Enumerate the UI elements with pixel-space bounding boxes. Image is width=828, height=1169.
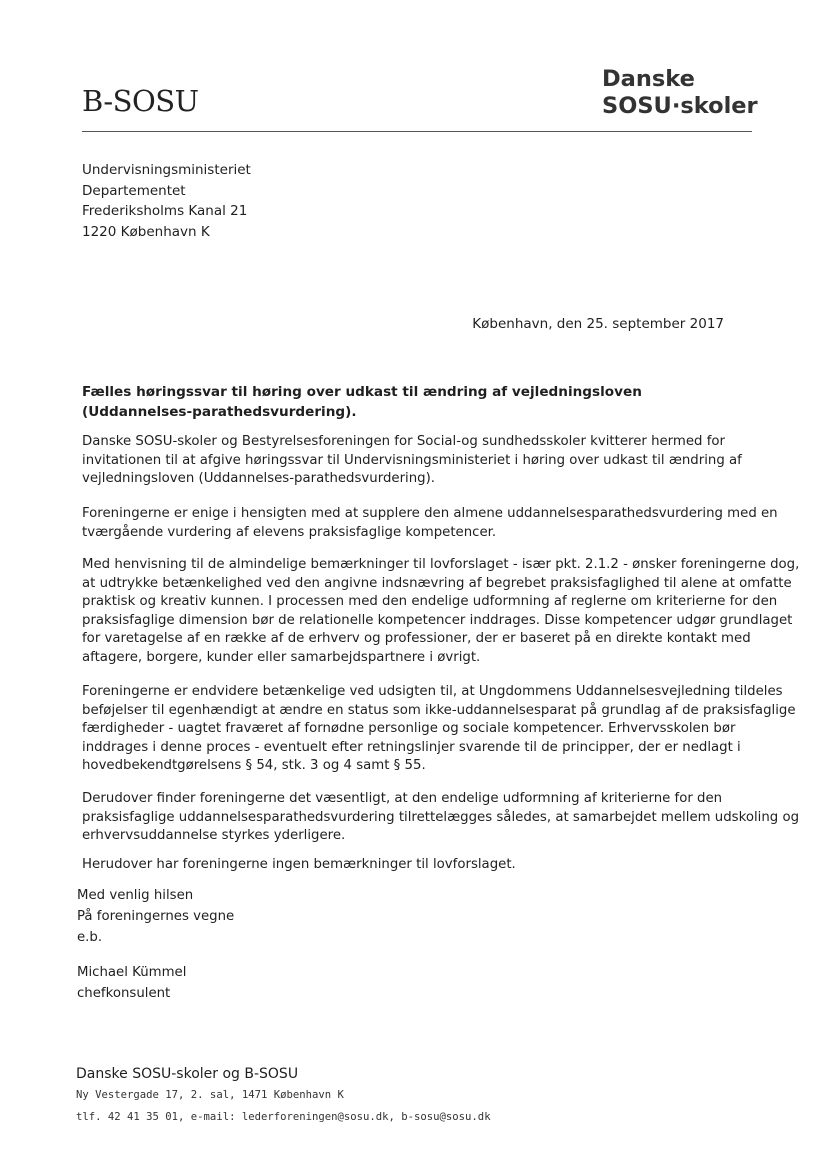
address-line: Undervisningsministeriet xyxy=(82,162,251,178)
logo-word-sosu: SOSU xyxy=(602,93,672,119)
paragraph-line: erhvervsuddannelse styrkes yderligere. xyxy=(82,828,346,844)
paragraph-1 xyxy=(82,433,752,489)
paragraph-line: aftagere, borgere, kunder eller samarbejdspartnere i øvrigt. xyxy=(82,649,481,665)
date-line: København, den 25. september 2017 xyxy=(472,316,724,332)
paragraph-line: at udtrykke betænkelighed ved den angivne indsnævring af begrebet praksisfaglighed til alene at omfatte xyxy=(82,575,792,591)
paragraph-3 xyxy=(82,556,800,668)
footer-organization: Danske SOSU-skoler og B-SOSU xyxy=(76,1066,299,1082)
paragraph-line: Derudover finder foreningerne det væsentligt, at den endelige udformning af kriterierne for den xyxy=(82,791,723,806)
paragraph-line: hovedbekendtgørelsens § 54, stk. 3 og 4 samt § 55. xyxy=(82,758,426,774)
letter-subject: Fælles høringssvar til høring over udkast til ændring af vejledningsloven (Uddannelses-parathedsvurdering). xyxy=(82,384,642,420)
closing-line: e.b. xyxy=(77,930,103,945)
logo-line-2 xyxy=(602,93,802,120)
paragraph-line: Danske SOSU-skoler og Bestyrelsesforeningen for Social-og sundhedsskoler kvitterer hermed for xyxy=(82,434,725,449)
paragraph-line: praksisfaglige dimension bør de relationelle kompetencer inddrages. Disse kompetencer udgør grundlaget xyxy=(82,612,793,628)
paragraph-line: vejledningsloven (Uddannelses-parathedsvurdering). xyxy=(82,471,436,487)
logo-dot: · xyxy=(671,93,681,119)
footer-contact: tlf. 42 41 35 01, e-mail: lederforeningen@sosu.dk, b-sosu@sosu.dk xyxy=(76,1111,491,1123)
logo-word-skoler: skoler xyxy=(680,93,758,119)
address-line: 1220 København K xyxy=(82,223,210,240)
signer-title: chefkonsulent xyxy=(77,986,171,1001)
paragraph-6 xyxy=(82,856,752,875)
paragraph-line: Foreningerne er enige i hensigten med at supplere den almene uddannelsesparathedsvurdering med en xyxy=(82,506,778,521)
paragraph-4 xyxy=(82,683,796,776)
header-rule xyxy=(82,131,752,132)
logo-line-1: Danske xyxy=(602,66,695,92)
paragraph-line: tværgående vurdering af elevens praksisfaglige kompetencer. xyxy=(82,524,497,540)
closing-line: På foreningernes vegne xyxy=(77,909,235,924)
closing-line: Med venlig hilsen xyxy=(77,888,194,903)
paragraph-2 xyxy=(82,505,778,542)
danske-sosu-skoler-logo xyxy=(602,66,802,120)
paragraph-line: praktisk og kreativ kunnen. I processen med den endelige udformning af reglerne om kriterierne for den xyxy=(82,594,778,610)
paragraph-line: inddrages i denne proces - eventuelt efter retningslinjer svarende til de principper, der er nedlagt i xyxy=(82,739,741,755)
paragraph-line: praksisfaglige uddannelsesparathedsvurdering tilrettelægges således, at samarbejdet mellem udskoling og xyxy=(82,809,800,825)
address-line: Frederiksholms Kanal 21 xyxy=(82,203,248,219)
paragraph-line: invitationen til at afgive høringssvar til Undervisningsministeriet i høring over udkast til ændring af xyxy=(82,452,742,468)
paragraph-line: for varetagelse af en række af de erhverv og professioner, der er baseret på en direkte kontakt med xyxy=(82,631,751,647)
paragraph-line: Herudover har foreningerne ingen bemærkninger til lovforslaget. xyxy=(82,857,516,872)
footer-address: Ny Vestergade 17, 2. sal, 1471 København K xyxy=(76,1089,344,1101)
b-sosu-logo: B-SOSU xyxy=(82,84,199,118)
closing-block xyxy=(77,885,234,948)
signer-block xyxy=(77,962,186,1004)
paragraph-line: Foreningerne er endvidere betænkelige ved udsigten til, at Ungdommens Uddannelsesvejledning tildeles xyxy=(82,684,783,699)
paragraph-line: færdigheder - uagtet fraværet af fornødne personlige og sociale kompetencer. Erhvervsskolen bør xyxy=(82,721,736,737)
address-line: Departementet xyxy=(82,182,186,199)
signer-name: Michael Kümmel xyxy=(77,965,187,980)
paragraph-line: Med henvisning til de almindelige bemærkninger til lovforslaget - især pkt. 2.1.2 - ønsker foreningerne dog, xyxy=(82,557,800,572)
recipient-address xyxy=(82,160,251,242)
paragraph-5 xyxy=(82,790,800,846)
paragraph-line: beføjelser til egenhændigt at ændre en status som ikke-uddannelsesparat på grundlag af de praksisfaglige xyxy=(82,702,796,718)
